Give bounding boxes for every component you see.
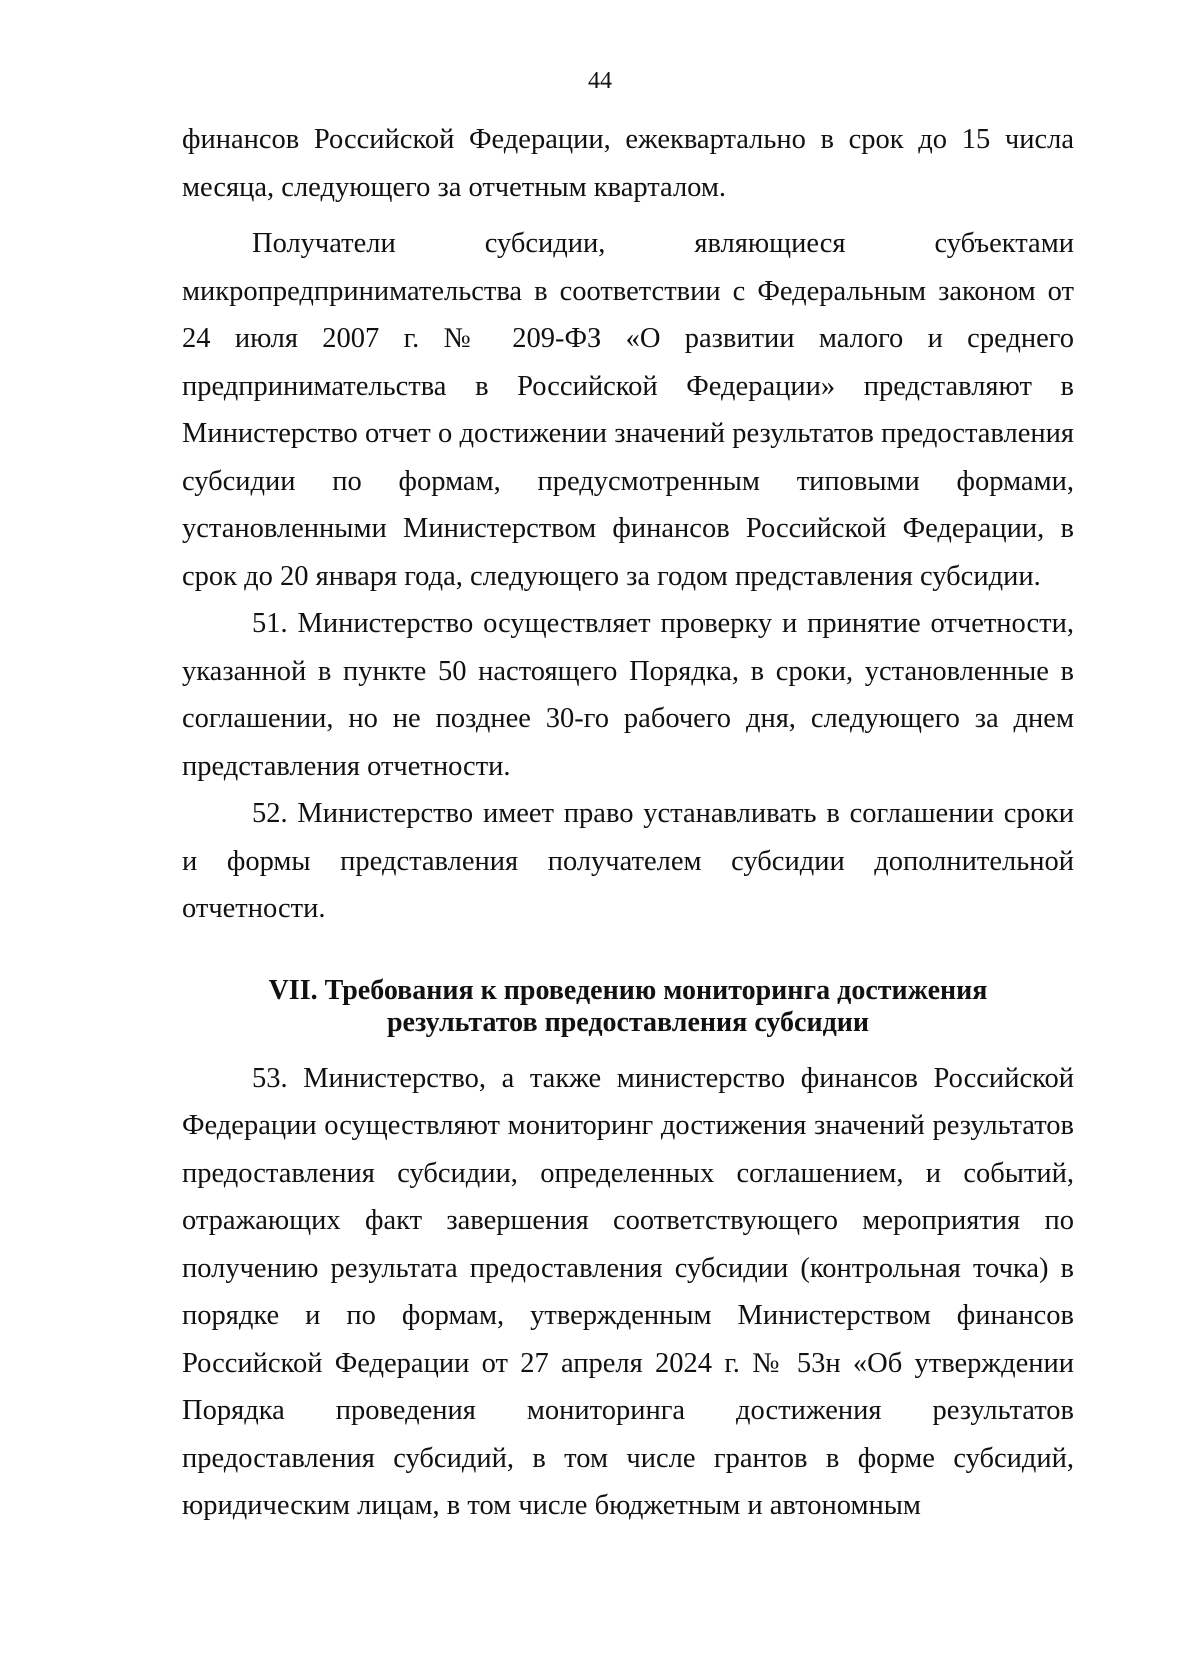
section-heading-line-2: результатов предоставления субсидии [386, 1006, 870, 1038]
paragraph-52: 52. Министерство имеет право устанавливать в соглашении сроки и формы представления получателем субсидии дополнительной отчетности. [182, 798, 1074, 924]
paragraph-recipients-report: Получатели субсидии, являющиеся субъектами микропредпринимательства в соответствии с Федеральным законом от 24 июля 2007 г. № 209-ФЗ «О развитии малого и среднего предпринимательства в Российской Федерации» представляют в Министерство отчет о достижении значений результатов предоставления субсидии по формам, предусмотренным типовыми формами, установленными Министерством финансов Российской Федерации, в срок до 20 января года, следующего за годом представления субсидии. [182, 228, 1074, 592]
paragraph-continuation: финансов Российской Федерации, ежеквартально в срок до 15 числа месяца, следующего за отчетным кварталом. [182, 124, 1074, 203]
section-heading-line-1: VII. Требования к проведению мониторинга достижения [268, 974, 988, 1006]
section-heading [182, 975, 1074, 1039]
paragraph-51: 51. Министерство осуществляет проверку и принятие отчетности, указанной в пункте 50 настоящего Порядка, в сроки, установленные в соглашении, но не позднее 30-го рабочего дня, следующего за днем представления отчетности. [182, 608, 1074, 782]
document-body [182, 116, 1074, 1530]
paragraph-53: 53. Министерство, а также министерство финансов Российской Федерации осуществляют мониторинг достижения значений результатов предоставления субсидии, определенных соглашением, и событий, отражающих факт завершения соответствующего мероприятия по получению результата предоставления субсидии (контрольная точка) в порядке и по формам, утвержденным Министерством финансов Российской Федерации от 27 апреля 2024 г. № 53н «Об утверждении Порядка проведения мониторинга достижения результатов предоставления субсидий, в том числе грантов в форме субсидий, юридическим лицам, в том числе бюджетным и автономным [182, 1062, 1074, 1521]
page-number: 44 [588, 68, 612, 94]
